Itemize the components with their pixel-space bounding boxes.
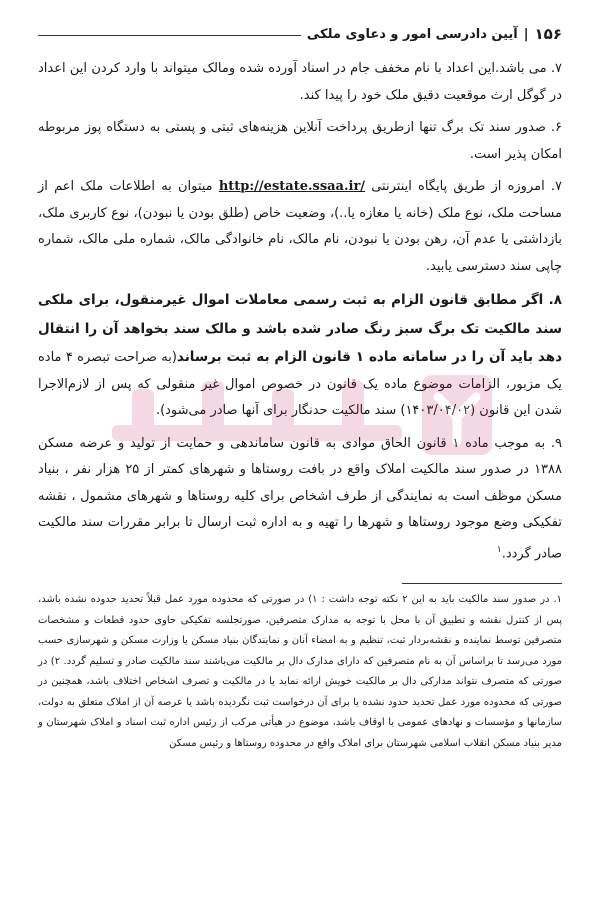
footnote-separator (402, 583, 562, 584)
footnote-reference[interactable]: ۱ (496, 544, 502, 555)
page-body (38, 56, 562, 567)
book-title: آیین دادرسی امور و دعاوی ملکی (306, 26, 518, 42)
running-header (38, 22, 562, 46)
paragraph-7-after-url: میتوان به اطلاعات ملک اعم از مساحت ملک، نوع ملک (خانه یا مغازه یا..)، وضعیت خاص (طلق بودن یا نبودن)، نوع کاربری ملک، بازداشتی یا عدم آن، رهن بودن یا نبودن، نام مالک، نام خانوادگی مالک، شماره ملی مالک، شماره چاپی سند دسترسی یابید. (38, 179, 562, 274)
paragraph-7 (38, 174, 562, 280)
paragraph-6: ۶. صدور سند تک برگ تنها ازطریق پرداخت آنلاین هزینه‌های ثبتی و پستی به دستگاه پوز مربوطه امکان پذیر است. (38, 120, 562, 162)
paragraph-8-rest: (به صراحت تبصره ۴ ماده یک مزبور، الزامات موضوع ماده یک قانون در خصوص اموال غیر منقولی که پس از لازم‌الاجرا شدن این قانون (۱۴۰۳/۰۴/۰۲) سند مالکیت حدنگار برای آنها صادر می‌شود). (38, 350, 562, 418)
footnote-1: ۱. در صدور سند مالکیت باید به این ۲ نکته توجه داشت : ۱) در صورتی که محدوده مورد عمل قبلاً تحدید حدوده نشده باشد، پس از کنترل نقشه و تطبیق آن با محل با توجه به مدارک متصرفین، صورتجلسه تفکیکی حاوی حدود قطعات و مشخصات متصرفین توسط نماینده و نقشه‌بردار ثبت، تنظیم و به امضاء آنان و نمایندگان بنیاد مسکن یا وزارت مسکن و شهرسازی حسب مورد می‌رسد تا براساس آن به نام متصرفین که دارای مدارک دال بر مالکیت می‌باشند سند مالکیت صادر و تسلیم گردد. ۲) در صورتی که متصرف نتواند مدارکی دال بر مالکیت خویش ارائه نماید یا در مالکیت و تصرف اشخاص اختلاف باشد، همچنین در صورتی که محدوده مورد عمل تحدید حدود نشده یا برای آن درخواست ثبت نگردیده باشد یا عرصه آن از املاک متعلق به دولت، سازمانها و مؤسسات و نهادهای عمومی یا اوقاف باشد، موضوع در هیأتی مرکب از رئیس اداره ثبت اسناد و املاک شهرستان و مدیر بنیاد مسکن انقلاب اسلامی شهرستان برای املاک واقع در محدوده روستاها و رئیس مسکن (38, 594, 563, 749)
estate-url-link[interactable]: http://estate.ssaa.ir/ (218, 179, 366, 194)
paragraph-8-heading: ۸. اگر مطابق قانون الزام به ثبت رسمی معاملات اموال غیرمنقول، برای ملکی سند مالکیت تک برگ سبز رنگ صادر شده باشد و مالک سند بخواهد آن را انتقال دهد باید آن را در سامانه ماده ۱ قانون الزام به ثبت برساند (38, 292, 563, 365)
paragraph-7-continued: ۷. می باشد.این اعداد با نام مخفف جام در اسناد آورده شده ومالک میتواند با وارد کردن این اعداد در گوگل ارث موقعیت دقیق ملک خود را پیدا کند. (38, 61, 562, 103)
paragraph-9-text: ۹. به موجب ماده ۱ قانون الحاق موادی به قانون ساماندهی و حمایت از تولید و عرضه مسکن ۱۳۸۸ در صدور سند مالکیت املاک واقع در بافت روستاها و شهرهای کمتر از ۲۵ هزار نفر ، بنیاد مسکن موظف است به نمایندگی از طرف اشخاص برای کلیه روستاها و شهرهای مشمول ، نقشه تفکیکی وضع موجود روستاها و شهرها را تهیه و به اداره ثبت ارسال تا برابر مقررات سند مالکیت صادر گردد. (38, 435, 562, 561)
header-divider-bar: | (523, 26, 529, 42)
paragraph-8 (38, 286, 562, 425)
paragraph-9 (38, 431, 562, 568)
header-rule (38, 35, 301, 36)
page-number: ۱۵۶ (534, 25, 562, 43)
paragraph-7-before-url: ۷. امروزه از طریق پایگاه اینترنتی (365, 179, 562, 194)
